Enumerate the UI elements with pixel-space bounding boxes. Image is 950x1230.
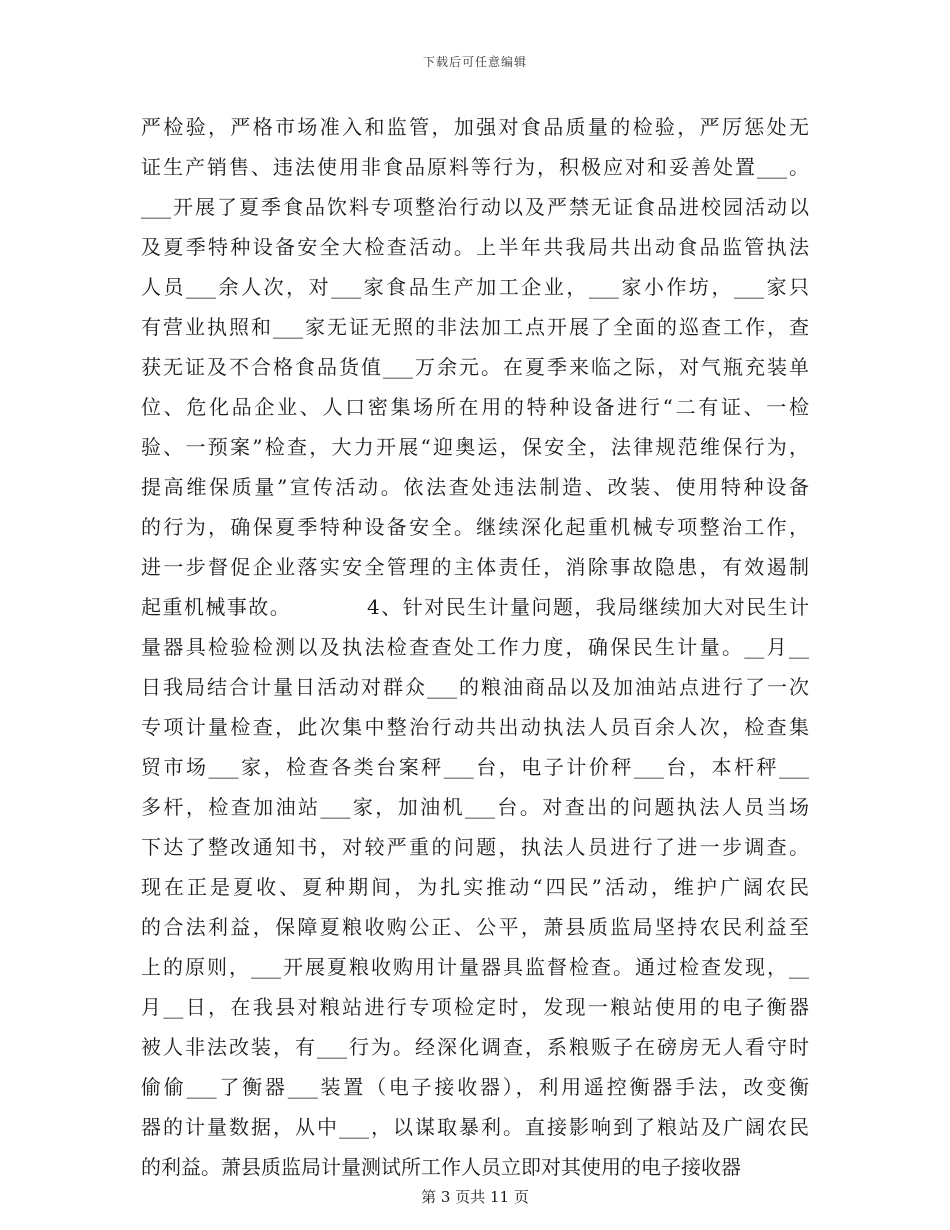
text-line: 的行为，确保夏季特种设备安全。继续深化起重机械专项整治工作，	[141, 515, 809, 539]
text-line: 贸市场___家，检查各类台案秤___台，电子计价秤___台，本杆秤___	[141, 755, 809, 779]
text-line: 验、一预案”检查，大力开展“迎奥运，保安全，法律规范维保行为，	[141, 435, 809, 459]
page-header: 下载后可任意编辑	[422, 55, 527, 69]
text-line: 上的原则，___开展夏粮收购用计量器具监督检查。通过检查发现，__	[141, 955, 809, 979]
text-line: 人员___余人次，对___家食品生产加工企业，___家小作坊，___家只	[141, 275, 809, 299]
page-footer: 第 3 页共 11 页	[421, 1188, 529, 1206]
text-line: 证生产销售、违法使用非食品原料等行为，积极应对和妥善处置___。	[141, 155, 809, 179]
text-line: 下达了整改通知书，对较严重的问题，执法人员进行了进一步调查。	[141, 835, 809, 859]
text-line: ___开展了夏季食品饮料专项整治行动以及严禁无证食品进校园活动以	[141, 195, 809, 219]
text-line: 获无证及不合格食品货值___万余元。在夏季来临之际，对气瓶充装单	[141, 355, 809, 379]
text-line: 严检验，严格市场准入和监管，加强对食品质量的检验，严厉惩处无	[141, 115, 809, 139]
text-line: 月__日，在我县对粮站进行专项检定时，发现一粮站使用的电子衡器	[141, 995, 809, 1019]
text-line: 偷偷___了衡器___装置（电子接收器），利用遥控衡器手法，改变衡	[141, 1075, 809, 1099]
text-line: 专项计量检查，此次集中整治行动共出动执法人员百余人次，检查集	[141, 715, 809, 739]
text-line: 及夏季特种设备安全大检查活动。上半年共我局共出动食品监管执法	[141, 235, 809, 259]
text-line: 有营业执照和___家无证无照的非法加工点开展了全面的巡查工作，查	[141, 315, 809, 339]
text-line: 日我局结合计量日活动对群众___的粮油商品以及加油站点进行了一次	[141, 675, 809, 699]
text-line: 多杆，检查加油站___家，加油机___台。对查出的问题执法人员当场	[141, 795, 809, 819]
text-line: 器的计量数据，从中___，以谋取暴利。直接影响到了粮站及广阔农民	[141, 1115, 809, 1139]
text-line: 提高维保质量”宣传活动。依法查处违法制造、改装、使用特种设备	[141, 475, 809, 499]
text-line: 进一步督促企业落实安全管理的主体责任，消除事故隐患，有效遏制	[141, 555, 809, 579]
text-line: 量器具检验检测以及执法检查查处工作力度，确保民生计量。__月__	[141, 635, 809, 659]
text-line: 位、危化品企业、人口密集场所在用的特种设备进行“二有证、一检	[141, 395, 809, 419]
text-line: 的利益。萧县质监局计量测试所工作人员立即对其使用的电子接收器	[141, 1155, 741, 1179]
text-line: 的合法利益，保障夏粮收购公正、公平，萧县质监局坚持农民利益至	[141, 915, 809, 939]
text-line: 起重机械事故。 4、针对民生计量问题，我局继续加大对民生计	[141, 595, 809, 619]
body-text	[141, 107, 809, 1187]
text-line: 被人非法改装，有___行为。经深化调查，系粮贩子在磅房无人看守时	[141, 1035, 809, 1059]
text-line: 现在正是夏收、夏种期间，为扎实推动“四民”活动，维护广阔农民	[141, 875, 809, 899]
